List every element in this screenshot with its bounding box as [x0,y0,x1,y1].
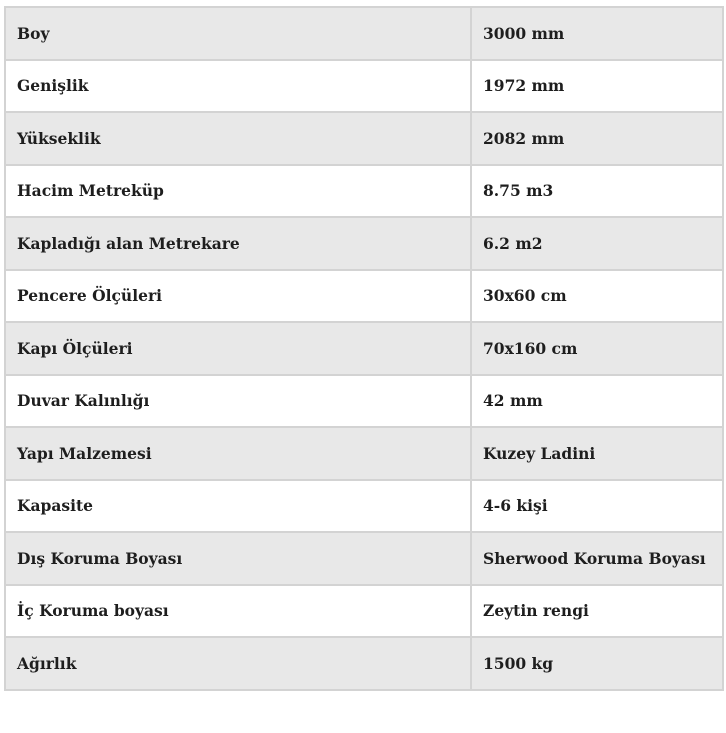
spec-value: 4-6 kişi [471,480,723,533]
spec-value: Kuzey Ladini [471,427,723,480]
table-row [5,322,723,375]
table-row [5,375,723,428]
table-row [5,480,723,533]
spec-value: Zeytin rengi [471,585,723,638]
table-row [5,585,723,638]
spec-value: 1500 kg [471,637,723,690]
spec-label: Kapı Ölçüleri [5,322,471,375]
spec-label: Kapladığı alan Metrekare [5,217,471,270]
spec-value: 6.2 m2 [471,217,723,270]
spec-value: 1972 mm [471,60,723,113]
table-row [5,532,723,585]
spec-label: Kapasite [5,480,471,533]
table-row [5,427,723,480]
specifications-table-body [5,7,723,690]
table-row [5,112,723,165]
spec-label: İç Koruma boyası [5,585,471,638]
spec-value: 42 mm [471,375,723,428]
spec-label: Hacim Metreküp [5,165,471,218]
specifications-table [4,6,724,691]
spec-value: 8.75 m3 [471,165,723,218]
table-row [5,270,723,323]
spec-label: Genişlik [5,60,471,113]
spec-value: 70x160 cm [471,322,723,375]
spec-label: Dış Koruma Boyası [5,532,471,585]
spec-value: 3000 mm [471,7,723,60]
spec-label: Duvar Kalınlığı [5,375,471,428]
table-row [5,637,723,690]
spec-label: Boy [5,7,471,60]
table-row [5,7,723,60]
spec-label: Yapı Malzemesi [5,427,471,480]
spec-value: Sherwood Koruma Boyası [471,532,723,585]
spec-value: 30x60 cm [471,270,723,323]
table-row [5,217,723,270]
spec-value: 2082 mm [471,112,723,165]
spec-label: Pencere Ölçüleri [5,270,471,323]
table-row [5,165,723,218]
table-row [5,60,723,113]
spec-label: Yükseklik [5,112,471,165]
spec-label: Ağırlık [5,637,471,690]
